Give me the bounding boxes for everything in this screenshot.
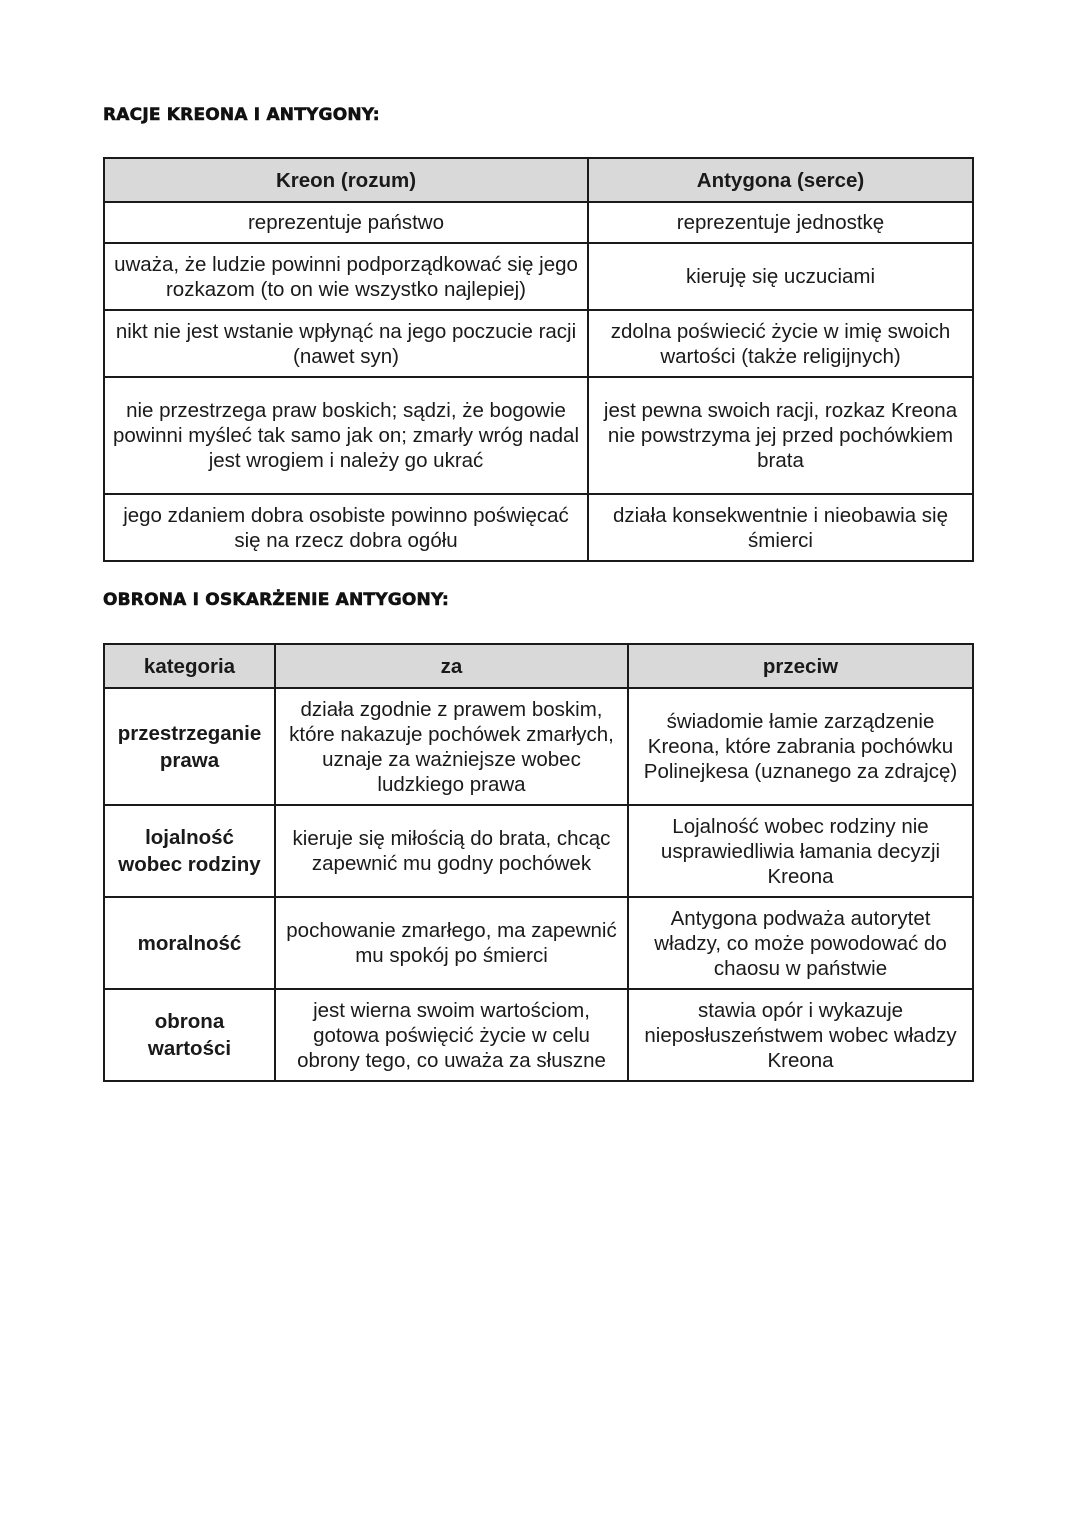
za-cell: działa zgodnie z prawem boskim, które nakazuje pochówek zmarłych, uznaje za ważniejsze wobec ludzkiego prawa — [275, 688, 628, 805]
column-header-przeciw: przeciw — [628, 644, 973, 688]
antygona-cell: jest pewna swoich racji, rozkaz Kreona nie powstrzyma jej przed pochówkiem brata — [588, 377, 973, 494]
obrona-table — [103, 643, 974, 1082]
section-heading-obrona: OBRONA I OSKARŻENIE ANTYGONY: — [103, 590, 449, 610]
section-heading-racje: RACJE KREONA I ANTYGONY: — [103, 105, 380, 125]
kreon-cell: jego zdaniem dobra osobiste powinno poświęcać się na rzecz dobra ogółu — [104, 494, 588, 561]
antygona-cell: kieruję się uczuciami — [588, 243, 973, 310]
table-row — [104, 494, 973, 561]
za-cell: pochowanie zmarłego, ma zapewnić mu spokój po śmierci — [275, 897, 628, 989]
za-cell: kieruje się miłością do brata, chcąc zapewnić mu godny pochówek — [275, 805, 628, 897]
category-cell: lojalność wobec rodziny — [104, 805, 275, 897]
column-header-antygona: Antygona (serce) — [588, 158, 973, 202]
za-cell: jest wierna swoim wartościom, gotowa poświęcić życie w celu obrony tego, co uważa za słuszne — [275, 989, 628, 1081]
przeciw-cell: Antygona podważa autorytet władzy, co może powodować do chaosu w państwie — [628, 897, 973, 989]
antygona-cell: zdolna poświecić życie w imię swoich wartości (także religijnych) — [588, 310, 973, 377]
table-row — [104, 897, 973, 989]
category-cell: obrona wartości — [104, 989, 275, 1081]
kreon-cell: uważa, że ludzie powinni podporządkować się jego rozkazom (to on wie wszystko najlepiej) — [104, 243, 588, 310]
antygona-cell: działa konsekwentnie i nieobawia się śmierci — [588, 494, 973, 561]
kreon-cell: reprezentuje państwo — [104, 202, 588, 243]
przeciw-cell: stawia opór i wykazuje nieposłuszeństwem wobec władzy Kreona — [628, 989, 973, 1081]
category-cell: przestrzeganie prawa — [104, 688, 275, 805]
table-row — [104, 202, 973, 243]
przeciw-cell: świadomie łamie zarządzenie Kreona, które zabrania pochówku Polinejkesa (uznanego za zdrajcę) — [628, 688, 973, 805]
antygona-cell: reprezentuje jednostkę — [588, 202, 973, 243]
table-row — [104, 688, 973, 805]
kreon-cell: nie przestrzega praw boskich; sądzi, że bogowie powinni myśleć tak samo jak on; zmarły wróg nadal jest wrogiem i należy go ukrać — [104, 377, 588, 494]
przeciw-cell: Lojalność wobec rodziny nie usprawiedliwia łamania decyzji Kreona — [628, 805, 973, 897]
table-header-row — [104, 158, 973, 202]
table-row — [104, 805, 973, 897]
table-row — [104, 989, 973, 1081]
kreon-cell: nikt nie jest wstanie wpłynąć na jego poczucie racji (nawet syn) — [104, 310, 588, 377]
column-header-kreon: Kreon (rozum) — [104, 158, 588, 202]
table-row — [104, 377, 973, 494]
table-header-row — [104, 644, 973, 688]
category-cell: moralność — [104, 897, 275, 989]
table-row — [104, 310, 973, 377]
racje-table — [103, 157, 974, 562]
table-row — [104, 243, 973, 310]
column-header-za: za — [275, 644, 628, 688]
column-header-kategoria: kategoria — [104, 644, 275, 688]
